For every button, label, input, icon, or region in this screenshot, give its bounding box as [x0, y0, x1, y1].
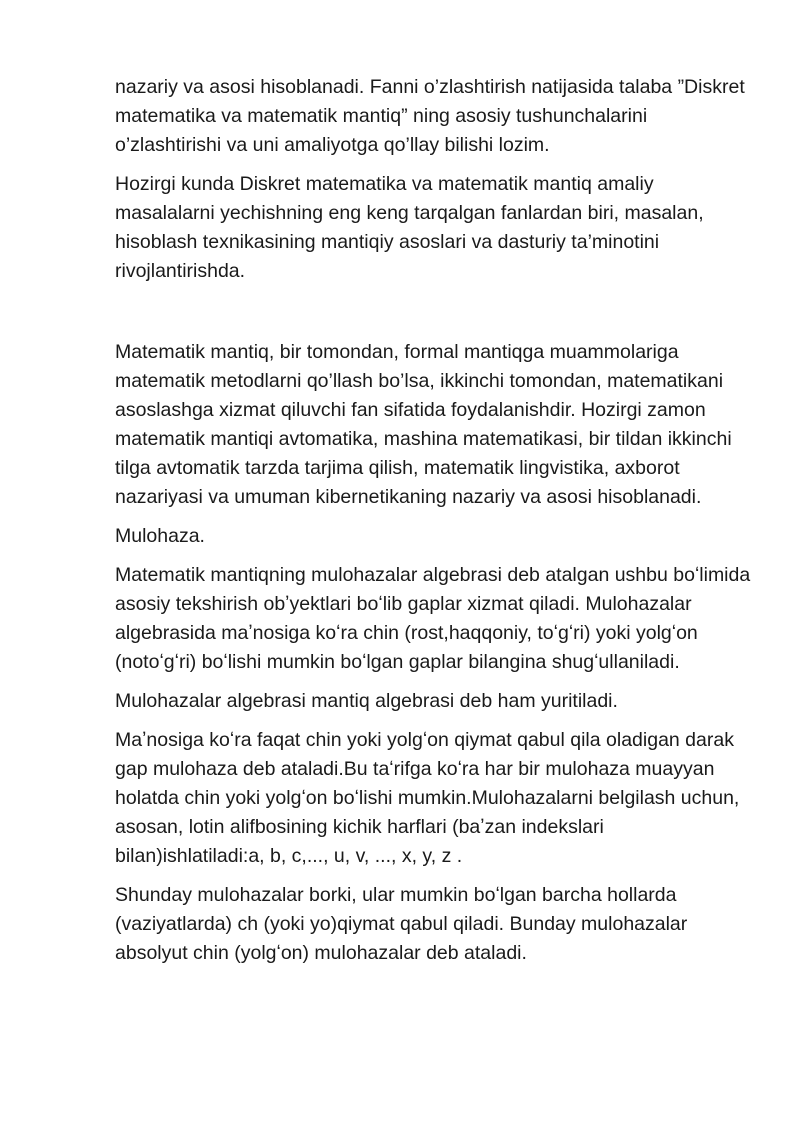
paragraph-spacer [115, 296, 755, 338]
document-body [115, 73, 755, 978]
paragraph-logic-algebra: Mulohazalar algebrasi mantiq algebrasi deb ham yuritiladi. [115, 690, 618, 712]
paragraph-current-state: Hozirgi kunda Diskret matematika va matematik mantiq amaliy masalalarni yechishning eng keng tarqalgan fanlardan biri, masalan, hisoblash texnikasining mantiqiy asoslari va dasturiy ta’minotini rivojlantirishda. [115, 173, 704, 282]
section-heading-mulohaza: Mulohaza. [115, 525, 205, 547]
paragraph-intro: nazariy va asosi hisoblanadi. Fanni o’zlashtirish natijasida talaba ”Diskret matematika va matematik mantiq” ning asosiy tushunchalarini o’zlashtirishi va uni amaliyotga qo’llay bilishi lozim. [115, 76, 745, 156]
paragraph-statement-definition: Maʼnosiga koʻra faqat chin yoki yolgʻon qiymat qabul qila oladigan darak gap mulohaza deb ataladi.Bu taʻrifga koʻra har bir mulohaza muayyan holatda chin yoki yolgʻon boʻlishi mumkin.Mulohazalarni belgilash uchun, asosan, lotin alifbosining kichik harflari (baʼzan indekslari bilan)ishlatiladi:a, b, c,..., u, v, ..., x, y, z . [115, 729, 740, 867]
paragraph-statement-algebra: Matematik mantiqning mulohazalar algebrasi deb atalgan ushbu boʻlimida asosiy tekshirish obʼyektlari boʻlib gaplar xizmat qiladi. Mulohazalar algebrasida maʼnosiga koʻra chin (rost,haqqoniy, toʻgʻri) yoki yolgʻon (notoʻgʻri) boʻlishi mumkin boʻlgan gaplar bilangina shugʻullaniladi. [115, 564, 751, 673]
paragraph-absolute-statements: Shunday mulohazalar borki, ular mumkin boʻlgan barcha hollarda (vaziyatlarda) ch (yoki yo)qiymat qabul qiladi. Bunday mulohazalar absolyut chin (yolgʻon) mulohazalar deb ataladi. [115, 884, 688, 964]
paragraph-mathematical-logic: Matematik mantiq, bir tomondan, formal mantiqga muammolariga matematik metodlarni qo’llash bo’lsa, ikkinchi tomondan, matematikani asoslashga xizmat qiluvchi fan sifatida foydalanishdir. Hozirgi zamon matematik mantiqi avtomatika, mashina matematikasi, bir tildan ikkinchi tilga avtomatik tarzda tarjima qilish, matematik lingvistika, axborot nazariyasi va umuman kibernetikaning nazariy va asosi hisoblanadi. [115, 341, 732, 508]
